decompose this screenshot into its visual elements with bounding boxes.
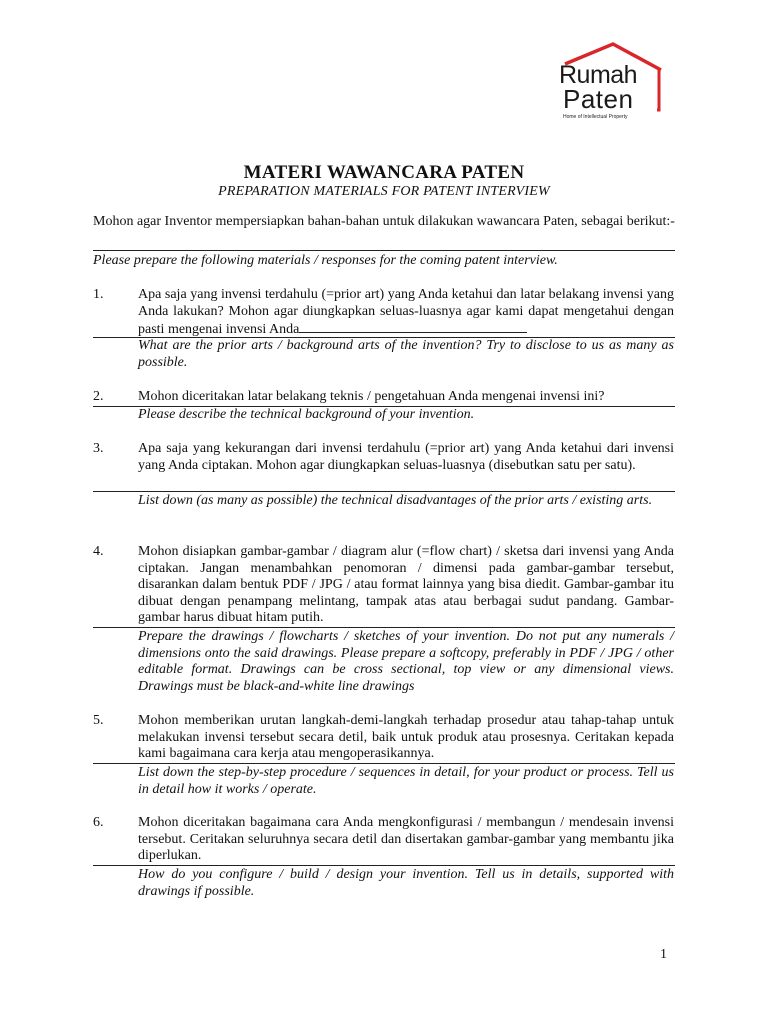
intro-text-en: Please prepare the following materials / responses for the coming patent interview. — [93, 253, 558, 268]
answer-blank-line — [299, 320, 527, 333]
item-text-en: How do you configure / build / design your invention. Tell us in details, supported with drawings if possible. — [138, 867, 674, 899]
divider-rule — [93, 763, 675, 764]
item-number: 5. — [93, 713, 104, 728]
logo-tagline: Home of Intellectual Property — [563, 114, 628, 120]
item-text-id: Mohon diceritakan latar belakang teknis / pengetahuan Anda mengenai invensi ini? — [138, 389, 605, 404]
divider-rule — [93, 491, 675, 492]
item-text-id: Mohon disiapkan gambar-gambar / diagram alur (=flow chart) / sketsa dari invensi yang Anda ciptakan. Jangan menambahkan penomoran / dimensi pada gambar-gambar tersebut, disarankan dalam bentuk PDF / JPG / atau format lainnya yang bisa diedit. Gambar-gambar itu dibuat dengan penampang melintang, tampak atas atau berbagai sudut pandang. Gambar-gambar harus dibuat hitam putih. — [138, 544, 674, 625]
logo-word-rumah: Rumah — [559, 61, 638, 89]
rumah-paten-logo — [555, 40, 677, 124]
intro-text-id: Mohon agar Inventor mempersiapkan bahan-bahan untuk dilakukan wawancara Paten, sebagai berikut:- — [93, 214, 675, 229]
item-text-en: What are the prior arts / background arts of the invention? Try to disclose to us as many as possible. — [138, 338, 674, 370]
item-text-en: List down the step-by-step procedure / sequences in detail, for your product or process. Tell us in detail how it works / operate. — [138, 765, 674, 797]
item-text-id-content: Apa saja yang invensi terdahulu (=prior art) yang Anda ketahui dan latar belakang invensi yang Anda lakukan? Mohon agar diungkapkan seluas-luasnya agar kami dapat mengetahui dengan pasti mengenai invensi Anda — [138, 287, 674, 337]
item-text-en: Prepare the drawings / flowcharts / sketches of your invention. Do not put any numerals / dimensions onto the said drawings. Please prepare a softcopy, preferably in PDF / JPG / other editable format. Drawings can be cross sectional, top view or any dimensional views. Drawings must be black-and-white line drawings — [138, 629, 674, 694]
item-number: 3. — [93, 441, 104, 456]
divider-rule — [93, 250, 675, 251]
item-number: 1. — [93, 287, 104, 302]
item-number: 6. — [93, 815, 104, 830]
item-number: 2. — [93, 389, 104, 404]
item-text-id — [138, 287, 674, 339]
document-subtitle: PREPARATION MATERIALS FOR PATENT INTERVIEW — [218, 184, 550, 199]
document-title: MATERI WAWANCARA PATEN — [243, 162, 525, 183]
logo-word-paten: Paten — [563, 84, 634, 114]
divider-rule — [93, 627, 675, 628]
item-text-id: Mohon diceritakan bagaimana cara Anda mengkonfigurasi / membangun / mendesain invensi tersebut. Ceritakan seluruhnya secara detil dan disertakan gambar-gambar yang membantu jika diperlukan. — [138, 815, 674, 863]
page-number: 1 — [660, 947, 667, 962]
item-number: 4. — [93, 544, 104, 559]
divider-rule — [93, 865, 675, 866]
item-text-id: Apa saja yang kekurangan dari invensi terdahulu (=prior art) yang Anda ketahui dari invensi yang Anda ciptakan. Mohon agar diungkapkan seluas-luasnya (disebutkan satu per satu). — [138, 441, 674, 473]
item-text-en: List down (as many as possible) the technical disadvantages of the prior arts / existing arts. — [138, 493, 653, 508]
item-text-id: Mohon memberikan urutan langkah-demi-langkah terhadap prosedur atau tahap-tahap untuk melakukan invensi tersebut secara detil, baik untuk produk atau prosesnya. Ceritakan kepada kami bagaimana cara kerja atau mengoperasikannya. — [138, 713, 674, 761]
item-text-en: Please describe the technical background of your invention. — [138, 407, 475, 422]
